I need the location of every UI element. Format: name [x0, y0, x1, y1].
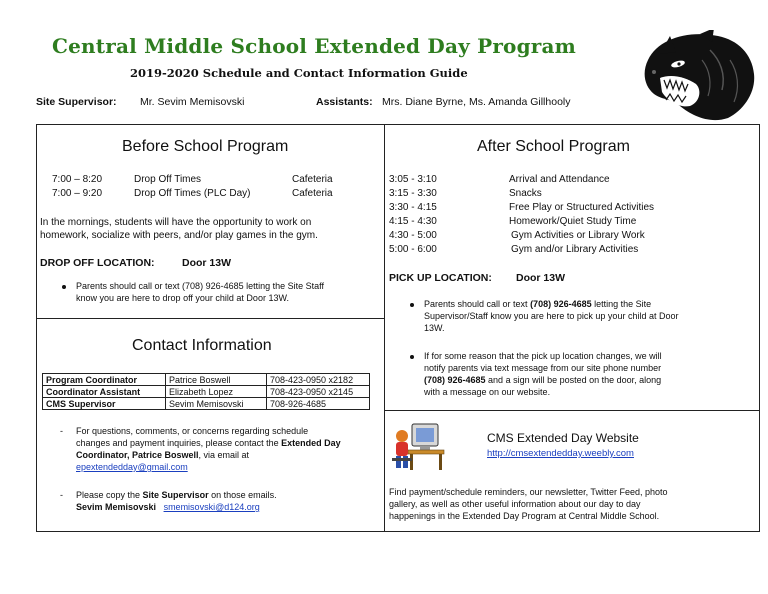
- website-link[interactable]: http://cmsextendedday.weebly.com: [487, 448, 634, 459]
- document-subtitle: 2019-2020 Schedule and Contact Information Guide: [130, 66, 468, 80]
- before-activity-1: Drop Off Times: [134, 174, 202, 185]
- contact-note-1: [76, 425, 341, 473]
- after-activity-6: Gym and/or Library Activities: [511, 244, 639, 255]
- after-activity-4: Homework/Quiet Study Time: [509, 216, 637, 227]
- document-title: Central Middle School Extended Day Program: [52, 34, 577, 58]
- website-line1: Find payment/schedule reminders, our newsletter, Twitter Feed, photo: [389, 487, 668, 497]
- note2-line1-c: on those emails.: [208, 490, 277, 500]
- after-school-title: After School Program: [477, 138, 630, 155]
- table-row: [43, 386, 370, 398]
- note2-line1: [76, 489, 277, 501]
- contact-phone-2: 708-423-0950 x2145: [267, 386, 370, 398]
- after-time-2: 3:15 - 3:30: [389, 188, 437, 199]
- pickup-bullet-1-icon: [410, 303, 414, 307]
- pickup-bullet-2-icon: [410, 355, 414, 359]
- note2-line1-bold: Site Supervisor: [142, 490, 209, 500]
- before-school-title: Before School Program: [122, 138, 289, 155]
- supervisor-label: Site Supervisor:: [36, 96, 117, 108]
- pickup-label: PICK UP LOCATION:: [389, 272, 492, 284]
- dropoff-bullet-icon: [62, 285, 66, 289]
- panther-mascot-icon: [640, 30, 758, 122]
- before-place-2: Cafeteria: [292, 188, 333, 199]
- after-time-4: 4:15 - 4:30: [389, 216, 437, 227]
- contact-title: Contact Information: [132, 337, 272, 354]
- table-row: [43, 398, 370, 410]
- b1-line3: 13W.: [424, 323, 445, 333]
- left-section-divider: [36, 318, 385, 319]
- table-row: [43, 374, 370, 386]
- note1-line2: [76, 437, 341, 449]
- before-description-line2: homework, socialize with peers, and/or play games in the gym.: [40, 230, 318, 241]
- note1-line3-bold: Coordinator, Patrice Boswell: [76, 450, 199, 460]
- assistants-names: Mrs. Diane Byrne, Ms. Amanda Gillhooly: [382, 96, 571, 108]
- b2-line3-b: and a sign will be posted on the door, along: [485, 375, 662, 385]
- b1-line1-a: Parents should call or text: [424, 299, 531, 309]
- note1-line3-text: , via email at: [198, 450, 250, 460]
- after-time-5: 4:30 - 5:00: [389, 230, 437, 241]
- note1-line2-bold: Extended Day: [281, 438, 341, 448]
- before-description: [40, 216, 318, 242]
- right-section-divider: [384, 410, 760, 411]
- contact-name-3: Sevim Memisovski: [166, 398, 267, 410]
- contact-note-2: [76, 489, 277, 513]
- after-activity-2: Snacks: [509, 188, 542, 199]
- after-time-3: 3:30 - 4:15: [389, 202, 437, 213]
- contact-role-2: Coordinator Assistant: [43, 386, 166, 398]
- column-divider: [384, 124, 385, 532]
- note2-dash: -: [60, 490, 63, 500]
- website-line3: happenings in the Extended Day Program at Central Middle School.: [389, 511, 660, 521]
- b1-line1-c: letting the Site: [591, 299, 652, 309]
- contact-role-3: CMS Supervisor: [43, 398, 166, 410]
- before-place-1: Cafeteria: [292, 174, 333, 185]
- contact-table: [42, 373, 370, 410]
- after-time-6: 5:00 - 6:00: [389, 244, 437, 255]
- dropoff-bullet-text: [76, 280, 324, 304]
- after-activity-3: Free Play or Structured Activities: [509, 202, 655, 213]
- note1-line1: For questions, comments, or concerns regarding schedule: [76, 426, 309, 436]
- b1-line2: Supervisor/Staff know you are here to pick up your child at Door: [424, 311, 679, 321]
- dropoff-bullet-line1: Parents should call or text (708) 926-4685 letting the Site Staff: [76, 281, 324, 291]
- after-time-1: 3:05 - 3:10: [389, 174, 437, 185]
- before-activity-2: Drop Off Times (PLC Day): [134, 188, 251, 199]
- note2-name: Sevim Memisovski: [76, 502, 157, 512]
- dropoff-bullet-line2: know you are here to drop off your child at Door 13W.: [76, 293, 289, 303]
- contact-name-2: Elizabeth Lopez: [166, 386, 267, 398]
- supervisor-email-link[interactable]: smemisovski@d124.org: [163, 502, 260, 512]
- contact-phone-3: 708-926-4685: [267, 398, 370, 410]
- website-line2: gallery, as well as other useful information about our day to day: [389, 499, 641, 509]
- dropoff-value: Door 13W: [182, 257, 232, 269]
- note1-line3: [76, 449, 341, 461]
- note1-line2-text: changes and payment inquiries, please contact the: [76, 438, 282, 448]
- b1-phone: (708) 926-4685: [530, 299, 592, 309]
- contact-name-1: Patrice Boswell: [166, 374, 267, 386]
- b2-line2: notify parents via text message from our site phone number: [424, 363, 662, 373]
- before-time-1: 7:00 – 8:20: [52, 174, 103, 185]
- coordinator-email-link[interactable]: epextendedday@gmail.com: [76, 462, 188, 472]
- pickup-bullet-2: [424, 350, 662, 398]
- website-description: [389, 486, 667, 522]
- before-time-2: 7:00 – 9:20: [52, 188, 103, 199]
- b2-phone: (708) 926-4685: [424, 375, 486, 385]
- before-description-line1: In the mornings, students will have the opportunity to work on: [40, 217, 312, 228]
- website-title: CMS Extended Day Website: [487, 431, 639, 445]
- dropoff-label: DROP OFF LOCATION:: [40, 257, 155, 269]
- supervisor-name: Mr. Sevim Memisovski: [140, 96, 245, 108]
- after-activity-1: Arrival and Attendance: [509, 174, 610, 185]
- note2-line1-a: Please copy the: [76, 490, 143, 500]
- note1-dash: -: [60, 426, 63, 436]
- contact-phone-1: 708-423-0950 x2182: [267, 374, 370, 386]
- pickup-bullet-1: [424, 298, 678, 334]
- b1-line1: [424, 298, 678, 310]
- contact-role-1: Program Coordinator: [43, 374, 166, 386]
- b2-line1: If for some reason that the pick up location changes, we will: [424, 351, 662, 361]
- b2-line3: [424, 374, 662, 386]
- b2-line4: with a message on our website.: [424, 387, 551, 397]
- pickup-value: Door 13W: [516, 272, 566, 284]
- computer-student-icon: [390, 418, 446, 474]
- note2-line2: [76, 501, 277, 513]
- after-activity-5: Gym Activities or Library Work: [511, 230, 645, 241]
- assistants-label: Assistants:: [316, 96, 373, 108]
